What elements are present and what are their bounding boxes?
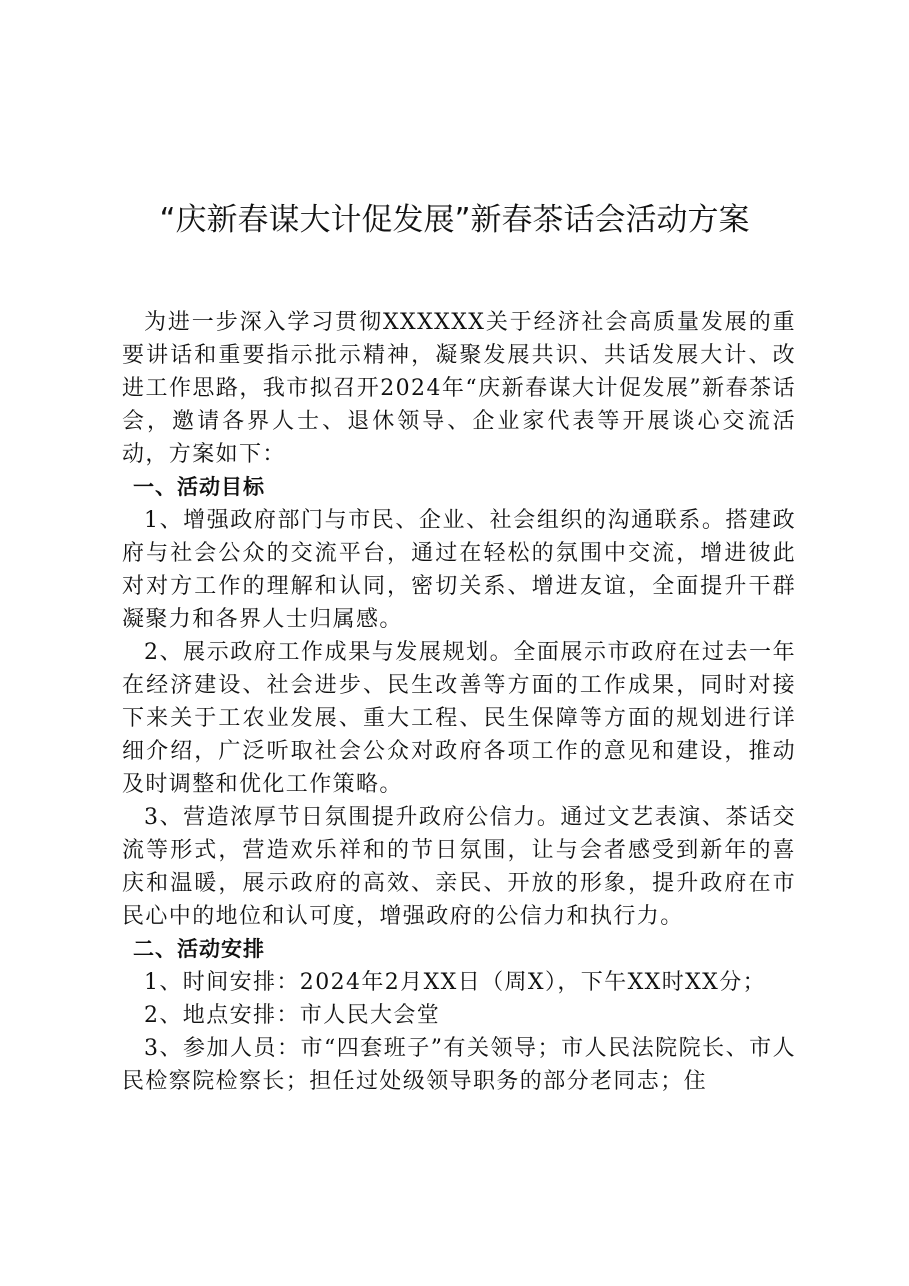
intro-paragraph: 为进一步深入学习贯彻XXXXXX关于经济社会高质量发展的重要讲话和重要指示批示精神，凝聚发展共识、共话发展大计、改进工作思路，我市拟召开2024年“庆新春谋大计促发展”新春茶话会，邀请各界人士、退休领导、企业家代表等开展谈心交流活动，方案如下：: [122, 310, 796, 467]
section-heading-arrangements: 二、活动安排: [133, 937, 265, 961]
goal-item-1: 1、增强政府部门与市民、企业、社会组织的沟通联系。搭建政府与社会公众的交流平台，通过在轻松的氛围中交流，增进彼此对对方工作的理解和认同，密切关系、增进友谊，全面提升干群凝聚力和各界人士归属感。: [122, 508, 796, 632]
section-heading-goals: 一、活动目标: [133, 475, 265, 499]
document-body: [122, 306, 796, 1098]
arrangement-item-location: 2、地点安排：市人民大会堂: [144, 1003, 441, 1028]
goal-item-2: 2、展示政府工作成果与发展规划。全面展示市政府在过去一年在经济建设、社会进步、民生改善等方面的工作成果，同时对接下来关于工农业发展、重大工程、民生保障等方面的规划进行详细介绍，广泛听取社会公众对政府各项工作的意见和建设，推动及时调整和优化工作策略。: [122, 640, 796, 797]
arrangement-item-time: 1、时间安排：2024年2月XX日（周X），下午XX时XX分；: [144, 970, 767, 995]
arrangement-item-participants: 3、参加人员：市“四套班子”有关领导；市人民法院院长、市人民检察院检察长；担任过处级领导职务的部分老同志；住: [122, 1036, 796, 1094]
document-title: “庆新春谋大计促发展”新春茶话会活动方案: [159, 202, 750, 238]
goal-item-3: 3、营造浓厚节日氛围提升政府公信力。通过文艺表演、茶话交流等形式，营造欢乐祥和的节日氛围，让与会者感受到新年的喜庆和温暖，展示政府的高效、亲民、开放的形象，提升政府在市民心中的地位和认可度，增强政府的公信力和执行力。: [122, 805, 796, 929]
